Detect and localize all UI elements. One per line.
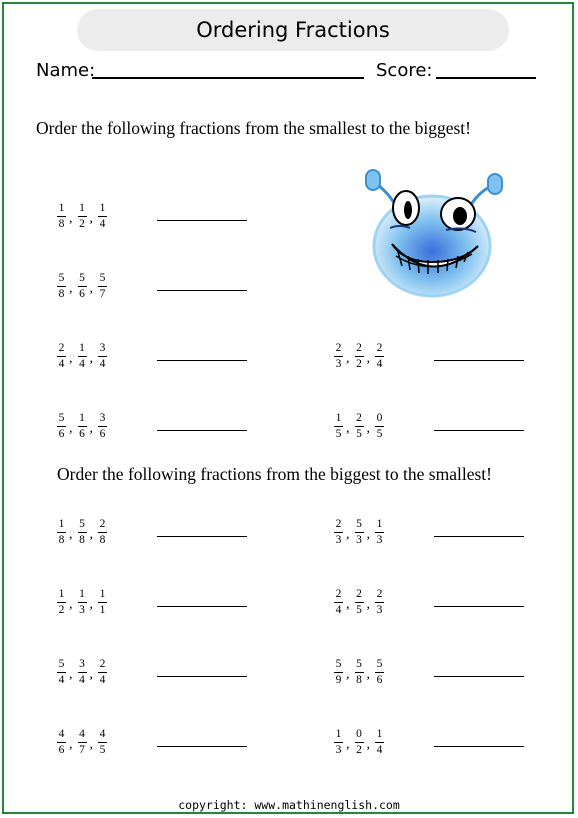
denominator: 4 [376,744,383,756]
fraction [57,412,66,440]
numerator: 1 [376,728,383,740]
denominator: 5 [99,744,106,756]
comma-separator: , [346,351,350,366]
numerator: 5 [99,272,106,284]
numerator: 2 [376,588,383,600]
answer-line[interactable] [434,536,524,537]
comma-separator: , [69,281,73,296]
problem-7 [57,512,257,552]
numerator: 0 [376,412,383,424]
denominator: 4 [99,674,106,686]
fraction-bar [98,216,107,217]
fraction-bar [57,602,66,603]
fraction-bar [334,356,343,357]
denominator: 4 [335,604,342,616]
numerator: 3 [99,342,106,354]
fraction-bar [334,426,343,427]
answer-line[interactable] [157,290,247,291]
fraction [57,518,66,546]
fraction-bar [57,426,66,427]
comma-separator: , [89,281,93,296]
numerator: 1 [376,518,383,530]
problem-14 [334,722,534,762]
fraction [334,728,343,756]
denominator: 6 [79,428,85,440]
comma-separator: , [346,597,350,612]
comma-separator: , [366,737,370,752]
fraction-bar [355,602,364,603]
fraction-bar [98,356,107,357]
fraction-bar [375,602,384,603]
fraction [355,658,364,686]
answer-line[interactable] [434,746,524,747]
denominator: 2 [79,218,85,230]
problem-6 [334,406,534,446]
fraction [98,658,107,686]
denominator: 3 [376,604,383,616]
instruction-smallest-to-biggest: Order the following fractions from the smallest to the biggest! [36,118,471,138]
denominator: 8 [79,534,85,546]
numerator: 4 [79,728,85,740]
fraction-list [57,582,107,622]
problem-13 [57,722,257,762]
fraction-bar [78,216,87,217]
fraction-list [57,406,107,446]
comma-separator: , [346,667,350,682]
fraction [78,342,87,370]
problem-1 [57,196,257,236]
comma-separator: , [69,597,73,612]
numerator: 2 [376,342,383,354]
numerator: 2 [99,518,106,530]
numerator: 5 [79,518,85,530]
fraction-bar [98,742,107,743]
answer-line[interactable] [157,220,247,221]
problem-3 [57,336,257,376]
fraction-list [334,582,384,622]
denominator: 8 [99,534,106,546]
denominator: 3 [335,534,342,546]
answer-line[interactable] [157,676,247,677]
numerator: 5 [58,658,65,670]
numerator: 2 [58,342,65,354]
comma-separator: , [366,527,370,542]
numerator: 5 [335,658,342,670]
fraction [57,658,66,686]
denominator: 4 [99,358,106,370]
fraction [355,412,364,440]
fraction-bar [57,216,66,217]
numerator: 1 [335,728,342,740]
comma-separator: , [89,737,93,752]
problem-4 [334,336,534,376]
fraction-bar [334,672,343,673]
numerator: 1 [79,202,85,214]
fraction [98,412,107,440]
fraction [355,518,364,546]
numerator: 4 [99,728,106,740]
comma-separator: , [89,667,93,682]
problem-11 [57,652,257,692]
denominator: 4 [58,674,65,686]
fraction [355,728,364,756]
answer-line[interactable] [157,430,247,431]
denominator: 6 [376,674,383,686]
denominator: 6 [99,428,106,440]
comma-separator: , [366,351,370,366]
fraction [57,342,66,370]
denominator: 5 [376,428,383,440]
fraction [78,272,87,300]
answer-line[interactable] [157,606,247,607]
fraction-list [334,722,384,762]
fraction-bar [375,426,384,427]
denominator: 7 [99,288,106,300]
fraction [78,412,87,440]
fraction-bar [98,532,107,533]
numerator: 1 [335,412,342,424]
fraction [78,202,87,230]
fraction-bar [375,356,384,357]
fraction [78,728,87,756]
problem-9 [57,582,257,622]
denominator: 8 [58,288,65,300]
fraction-bar [334,742,343,743]
fraction-list [57,336,107,376]
numerator: 1 [58,588,65,600]
numerator: 4 [58,728,65,740]
fraction-bar [98,672,107,673]
denominator: 2 [356,358,362,370]
comma-separator: , [89,421,93,436]
fraction-bar [78,356,87,357]
denominator: 6 [79,288,85,300]
fraction [57,728,66,756]
answer-line[interactable] [157,746,247,747]
comma-separator: , [366,597,370,612]
problem-5 [57,406,257,446]
fraction [375,588,384,616]
numerator: 2 [99,658,106,670]
denominator: 4 [99,218,106,230]
problem-12 [334,652,534,692]
denominator: 3 [79,604,85,616]
worksheet-title [77,9,509,51]
numerator: 0 [356,728,362,740]
fraction-list [57,652,107,692]
denominator: 6 [58,428,65,440]
fraction-bar [78,602,87,603]
fraction-bar [375,532,384,533]
fraction-bar [78,426,87,427]
comma-separator: , [69,527,73,542]
numerator: 1 [58,202,65,214]
denominator: 3 [376,534,383,546]
fraction [78,588,87,616]
comma-separator: , [89,597,93,612]
fraction [355,588,364,616]
fraction-list [57,722,107,762]
numerator: 1 [79,588,85,600]
fraction-list [334,406,384,446]
numerator: 5 [58,272,65,284]
fraction [57,588,66,616]
denominator: 5 [356,428,362,440]
name-score-row [36,60,546,88]
fraction [98,202,107,230]
comma-separator: , [69,667,73,682]
numerator: 2 [356,588,362,600]
comma-separator: , [89,351,93,366]
copyright-footer: copyright: www.mathinenglish.com [178,798,400,812]
problem-8 [334,512,534,552]
numerator: 1 [79,412,85,424]
fraction-list [57,266,107,306]
numerator: 1 [58,518,65,530]
denominator: 8 [58,534,65,546]
smiling-bug-mascot-icon [362,166,508,298]
problem-2 [57,266,257,306]
fraction-bar [78,286,87,287]
fraction-bar [355,532,364,533]
denominator: 9 [335,674,342,686]
fraction [98,342,107,370]
fraction-bar [57,286,66,287]
answer-line[interactable] [434,430,524,431]
denominator: 2 [58,604,65,616]
title-text: Ordering Fractions [196,18,390,42]
instruction-biggest-to-smallest: Order the following fractions from the biggest to the smallest! [57,464,492,484]
denominator: 4 [376,358,383,370]
comma-separator: , [69,421,73,436]
denominator: 3 [335,744,342,756]
numerator: 2 [335,588,342,600]
answer-line[interactable] [157,360,247,361]
numerator: 5 [356,658,362,670]
answer-line[interactable] [434,606,524,607]
fraction-bar [98,286,107,287]
fraction [98,518,107,546]
fraction-bar [98,426,107,427]
fraction-bar [98,602,107,603]
comma-separator: , [346,737,350,752]
comma-separator: , [69,211,73,226]
comma-separator: , [69,737,73,752]
numerator: 5 [356,518,362,530]
fraction-bar [375,742,384,743]
numerator: 2 [356,412,362,424]
answer-line[interactable] [434,360,524,361]
fraction [57,202,66,230]
denominator: 4 [79,674,85,686]
numerator: 2 [356,342,362,354]
name-label: Name: [36,60,96,81]
numerator: 1 [79,342,85,354]
denominator: 5 [335,428,342,440]
fraction-bar [334,532,343,533]
fraction [375,518,384,546]
fraction-bar [375,672,384,673]
fraction-list [334,652,384,692]
denominator: 4 [79,358,85,370]
comma-separator: , [69,351,73,366]
fraction [334,588,343,616]
fraction [98,588,107,616]
fraction [78,518,87,546]
score-input-line[interactable] [436,77,536,79]
score-label: Score: [376,60,433,81]
numerator: 1 [99,588,106,600]
fraction [375,728,384,756]
comma-separator: , [346,421,350,436]
fraction [57,272,66,300]
fraction-bar [78,532,87,533]
denominator: 7 [79,744,85,756]
denominator: 6 [58,744,65,756]
fraction-bar [57,532,66,533]
fraction-bar [355,426,364,427]
fraction-bar [78,672,87,673]
numerator: 3 [99,412,106,424]
numerator: 5 [376,658,383,670]
fraction-bar [78,742,87,743]
denominator: 8 [58,218,65,230]
denominator: 1 [99,604,106,616]
denominator: 2 [356,744,362,756]
fraction [334,518,343,546]
comma-separator: , [346,527,350,542]
fraction-bar [355,742,364,743]
fraction-list [334,336,384,376]
numerator: 2 [335,342,342,354]
denominator: 8 [356,674,362,686]
name-input-line[interactable] [92,77,364,79]
fraction [334,412,343,440]
fraction [375,342,384,370]
fraction [98,272,107,300]
numerator: 5 [79,272,85,284]
problem-10 [334,582,534,622]
numerator: 2 [335,518,342,530]
answer-line[interactable] [434,676,524,677]
fraction [334,658,343,686]
fraction-bar [334,602,343,603]
fraction-bar [57,672,66,673]
comma-separator: , [89,211,93,226]
numerator: 5 [58,412,65,424]
fraction-bar [355,672,364,673]
fraction [375,658,384,686]
fraction [375,412,384,440]
comma-separator: , [89,527,93,542]
fraction-bar [57,356,66,357]
fraction-list [57,196,107,236]
fraction [98,728,107,756]
numerator: 1 [99,202,106,214]
fraction-list [57,512,107,552]
fraction-bar [57,742,66,743]
denominator: 5 [356,604,362,616]
comma-separator: , [366,421,370,436]
fraction [78,658,87,686]
denominator: 3 [335,358,342,370]
numerator: 3 [79,658,85,670]
denominator: 4 [58,358,65,370]
denominator: 3 [356,534,362,546]
fraction-list [334,512,384,552]
fraction-bar [355,356,364,357]
fraction [334,342,343,370]
answer-line[interactable] [157,536,247,537]
fraction [355,342,364,370]
comma-separator: , [366,667,370,682]
